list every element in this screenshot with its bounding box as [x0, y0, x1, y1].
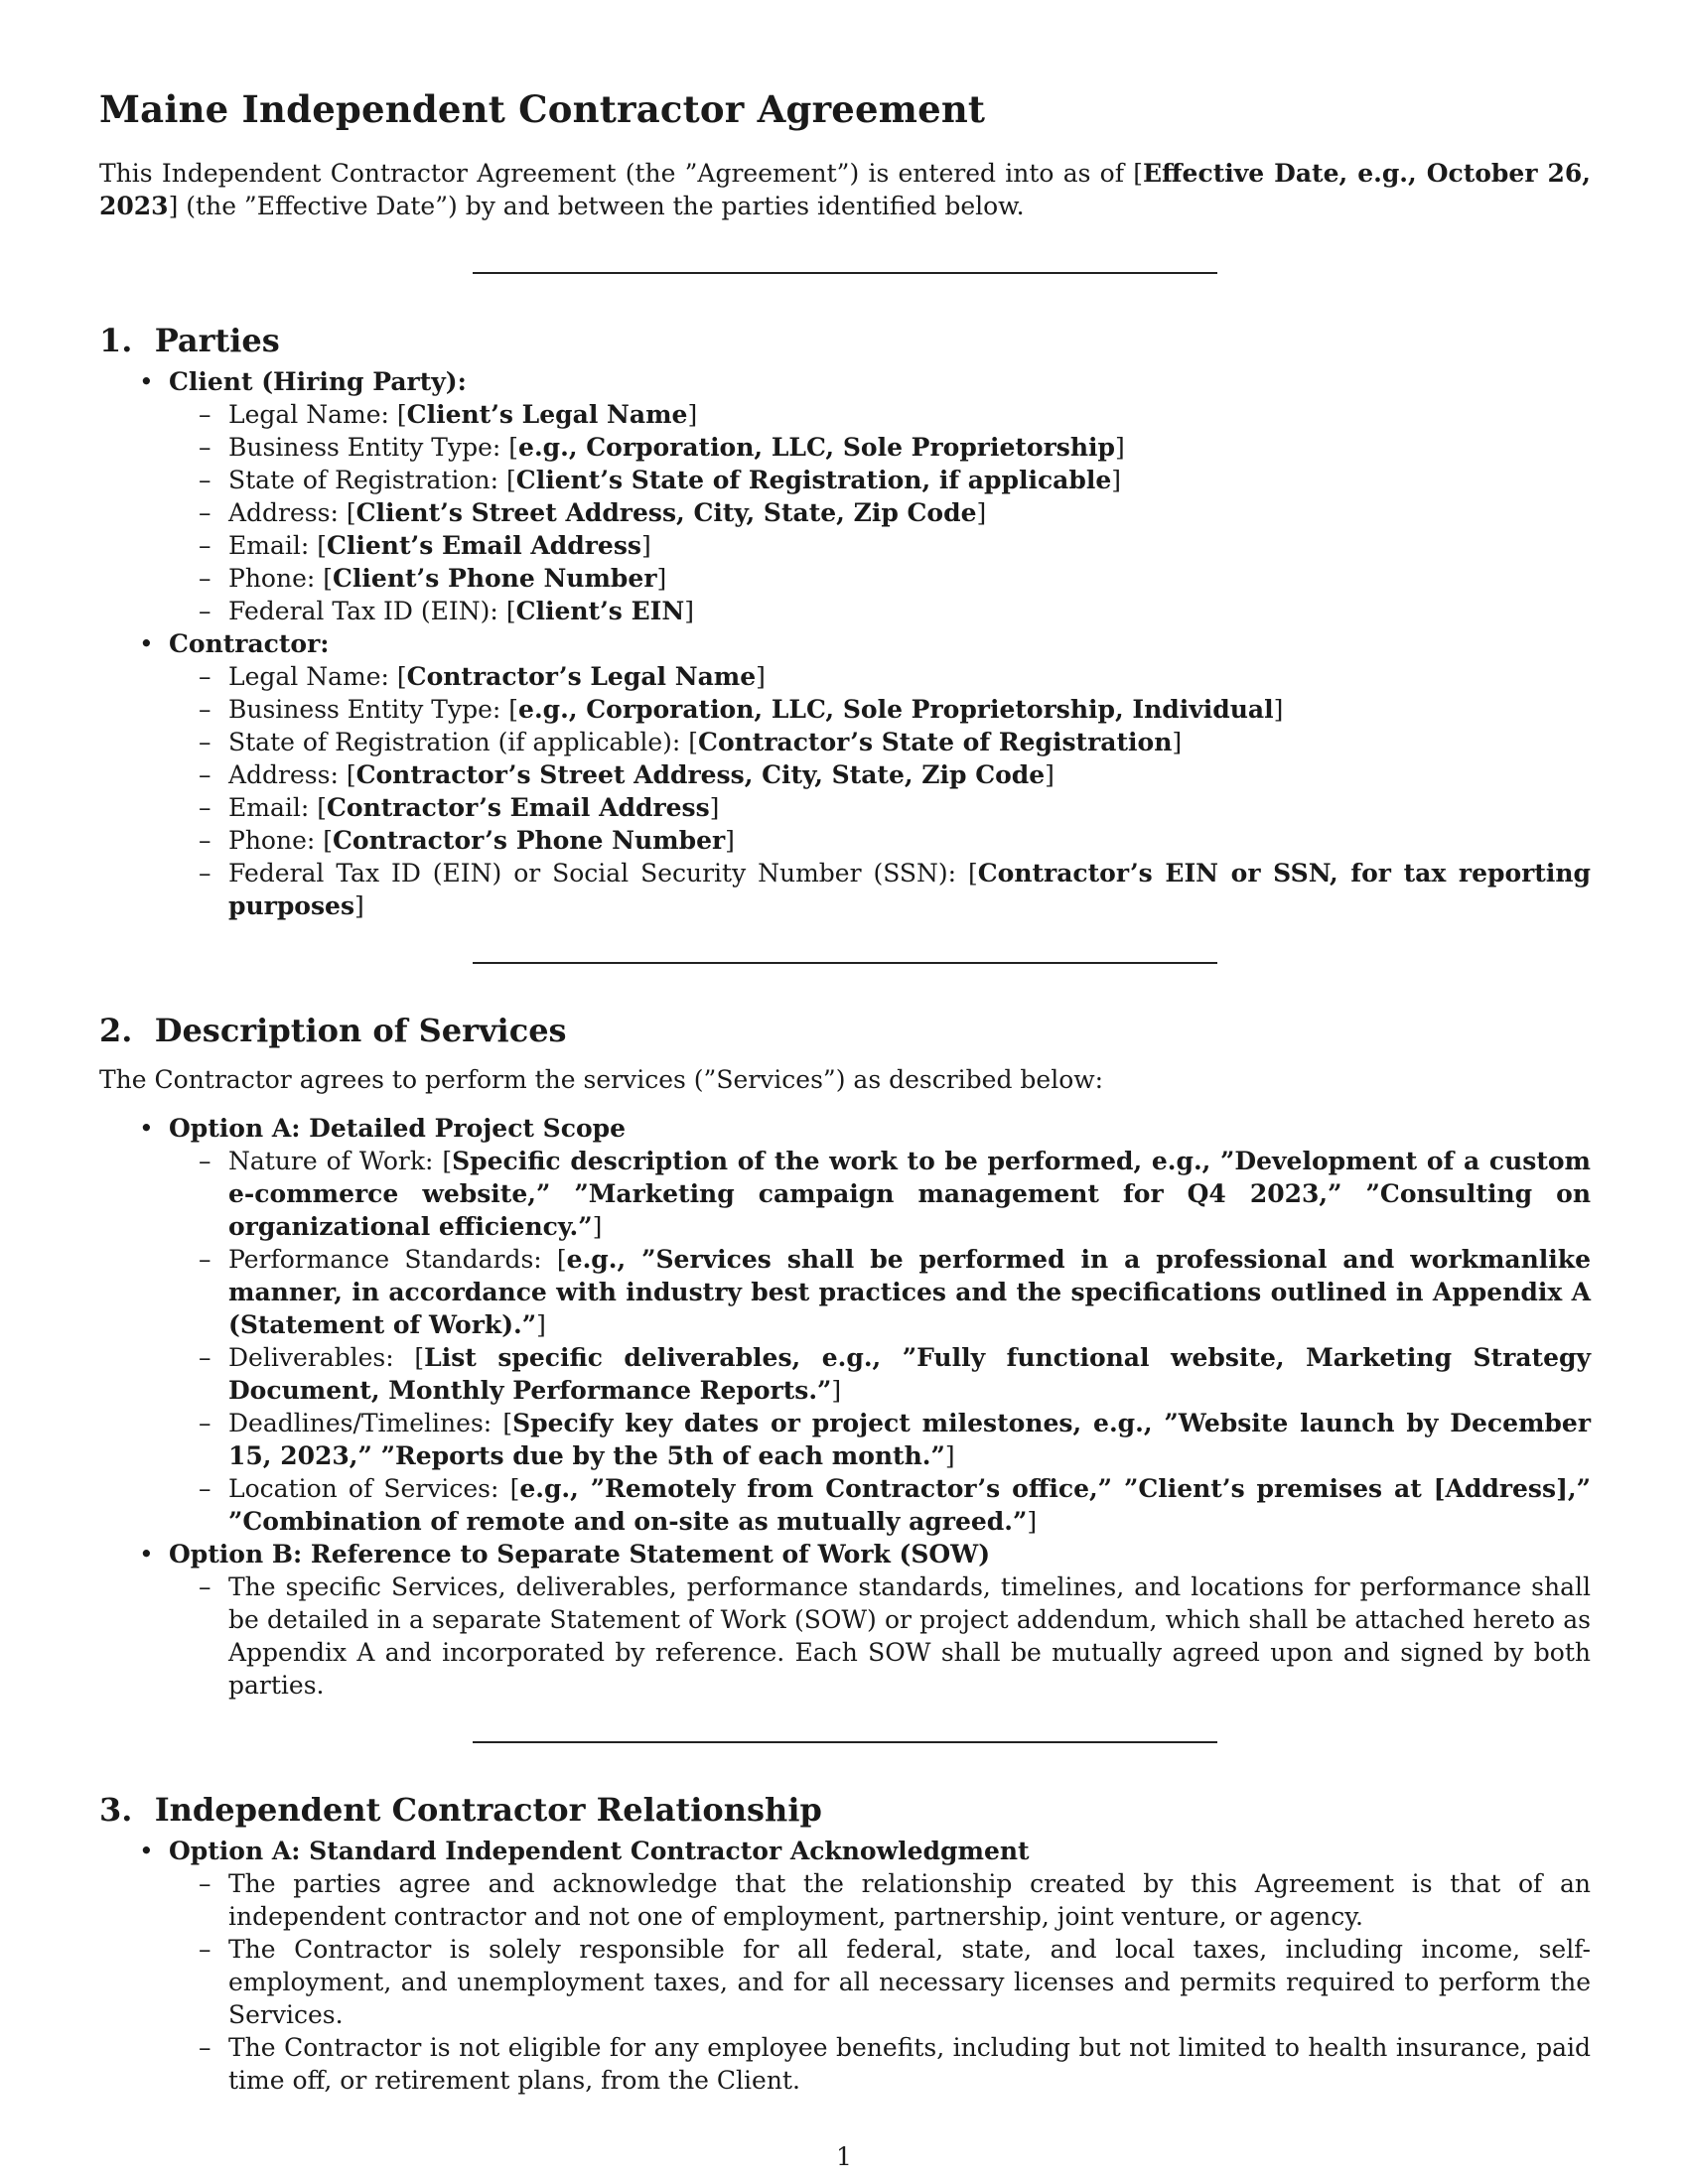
list-item: – Deadlines/Timelines: [Specify key dates or project milestones, e.g., ”Website launch by December 15, 2023,” ”Reports due by the 5th of each month.”]: [199, 1409, 1591, 1470]
dash-icon: –: [199, 760, 211, 789]
list-item: – Legal Name: [Contractor’s Legal Name]: [199, 662, 766, 691]
list-item: – The specific Services, deliverables, performance standards, timelines, and locations for performance shall be detailed in a separate Statement of Work (SOW) or project addendum, which shall be attached hereto as Appendix A and incorporated by reference. Each SOW shall be mutually agreed upon and signed by both parties.: [199, 1572, 1591, 1700]
bullet-icon: •: [139, 1837, 154, 1865]
list-item: – Federal Tax ID (EIN): [Client’s EIN]: [199, 597, 694, 625]
section-divider: [473, 962, 1217, 964]
intro-text-end: ] (the ”Effective Date”) by and between the parties identified below.: [168, 192, 1025, 220]
dash-icon: –: [199, 1245, 211, 1274]
option-a-label: Option A: Detailed Project Scope: [169, 1114, 627, 1143]
list-item: – Email: [Contractor’s Email Address]: [199, 793, 720, 822]
contractor-party: [99, 627, 1591, 922]
dash-icon: –: [199, 1572, 211, 1601]
list-item: – Nature of Work: [Specific description of the work to be performed, e.g., ”Development of a custom e-commerce website,” ”Marketing campaign management for Q4 2023,” ”Consulting on organizational efficiency.”]: [199, 1147, 1591, 1241]
dash-icon: –: [199, 400, 211, 429]
option-b-details: [169, 1570, 1591, 1702]
list-item: – State of Registration (if applicable): [Contractor’s State of Registration]: [199, 728, 1183, 756]
dash-icon: –: [199, 433, 211, 462]
client-label: Client (Hiring Party):: [169, 367, 467, 396]
dash-icon: –: [199, 826, 211, 855]
list-item: – Address: [Client’s Street Address, City, State, Zip Code]: [199, 498, 987, 527]
services-option-b: [99, 1538, 1591, 1702]
document-title: Maine Independent Contractor Agreement: [99, 87, 986, 131]
bullet-icon: •: [139, 1114, 154, 1143]
dash-icon: –: [199, 859, 211, 887]
list-item: – Phone: [Contractor’s Phone Number]: [199, 826, 735, 855]
list-item: – Federal Tax ID (EIN) or Social Security Number (SSN): [Contractor’s EIN or SSN, for tax reporting purposes]: [199, 859, 1591, 920]
services-options-list: [99, 1112, 1591, 1702]
section-divider: [473, 272, 1217, 274]
bullet-icon: •: [139, 367, 154, 396]
intro-text-start: This Independent Contractor Agreement (the ”Agreement”) is entered into as of [: [99, 159, 1143, 188]
relationship-option-a-details: [169, 1867, 1591, 2097]
option-a-details: [169, 1145, 1591, 1538]
dash-icon: –: [199, 1147, 211, 1175]
list-item: – Business Entity Type: [e.g., Corporation, LLC, Sole Proprietorship, Individual]: [199, 695, 1284, 724]
dash-icon: –: [199, 2033, 211, 2062]
list-item: – Location of Services: [e.g., ”Remotely from Contractor’s office,” ”Client’s premises at [Address],” ”Combination of remote and on-site as mutually agreed.”]: [199, 1474, 1591, 1536]
list-item: – Performance Standards: [e.g., ”Services shall be performed in a professional and workmanlike manner, in accordance with industry best practices and the specifications outlined in Appendix A (Statement of Work).”]: [199, 1245, 1591, 1339]
list-item: – The parties agree and acknowledge that the relationship created by this Agreement is that of an independent contractor and not one of employment, partnership, joint venture, or agency.: [199, 1869, 1591, 1931]
document-page: [99, 87, 1591, 2097]
section-heading-relationship: 3. Independent Contractor Relationship: [99, 1791, 822, 1829]
dash-icon: –: [199, 662, 211, 691]
contractor-details: [169, 660, 1591, 922]
dash-icon: –: [199, 466, 211, 494]
list-item: – Address: [Contractor’s Street Address, City, State, Zip Code]: [199, 760, 1055, 789]
relationship-option-a: [99, 1835, 1591, 2097]
dash-icon: –: [199, 793, 211, 822]
list-item: – Business Entity Type: [e.g., Corporation, LLC, Sole Proprietorship]: [199, 433, 1125, 462]
page-number: 1: [836, 2142, 852, 2171]
list-item: – State of Registration: [Client’s State of Registration, if applicable]: [199, 466, 1122, 494]
dash-icon: –: [199, 1935, 211, 1964]
bullet-icon: •: [139, 1540, 154, 1569]
list-item: – The Contractor is solely responsible for all federal, state, and local taxes, including income, self-employment, and unemployment taxes, and for all necessary licenses and permits required to perform the Services.: [199, 1935, 1591, 2029]
relationship-option-a-label: Option A: Standard Independent Contractor Acknowledgment: [169, 1837, 1030, 1865]
list-item: – Legal Name: [Client’s Legal Name]: [199, 400, 698, 429]
list-item: – Deliverables: [List specific deliverables, e.g., ”Fully functional website, Marketing Strategy Document, Monthly Performance Reports.”]: [199, 1343, 1591, 1405]
relationship-options-list: [99, 1835, 1591, 2097]
section-heading-services: 2. Description of Services: [99, 1012, 567, 1049]
client-party: [99, 365, 1591, 627]
parties-list: [99, 365, 1591, 922]
dash-icon: –: [199, 1409, 211, 1437]
dash-icon: –: [199, 531, 211, 560]
section-heading-parties: 1. Parties: [99, 322, 280, 359]
dash-icon: –: [199, 1869, 211, 1898]
intro-paragraph: [99, 157, 1591, 222]
services-intro: The Contractor agrees to perform the services (”Services”) as described below:: [99, 1065, 1104, 1094]
dash-icon: –: [199, 728, 211, 756]
services-option-a: [99, 1112, 1591, 1538]
list-item: – Email: [Client’s Email Address]: [199, 531, 651, 560]
dash-icon: –: [199, 597, 211, 625]
list-item: – The Contractor is not eligible for any employee benefits, including but not limited to health insurance, paid time off, or retirement plans, from the Client.: [199, 2033, 1591, 2095]
dash-icon: –: [199, 1474, 211, 1503]
dash-icon: –: [199, 564, 211, 593]
dash-icon: –: [199, 1343, 211, 1372]
list-item: – Phone: [Client’s Phone Number]: [199, 564, 667, 593]
option-b-label: Option B: Reference to Separate Statement of Work (SOW): [169, 1540, 991, 1569]
client-details: [169, 398, 1591, 627]
dash-icon: –: [199, 498, 211, 527]
contractor-label: Contractor:: [169, 629, 330, 658]
section-divider: [473, 1741, 1217, 1743]
bullet-icon: •: [139, 629, 154, 658]
effective-date-placeholder: Effective Date, e.g., October 26, 2023: [99, 159, 1591, 220]
dash-icon: –: [199, 695, 211, 724]
